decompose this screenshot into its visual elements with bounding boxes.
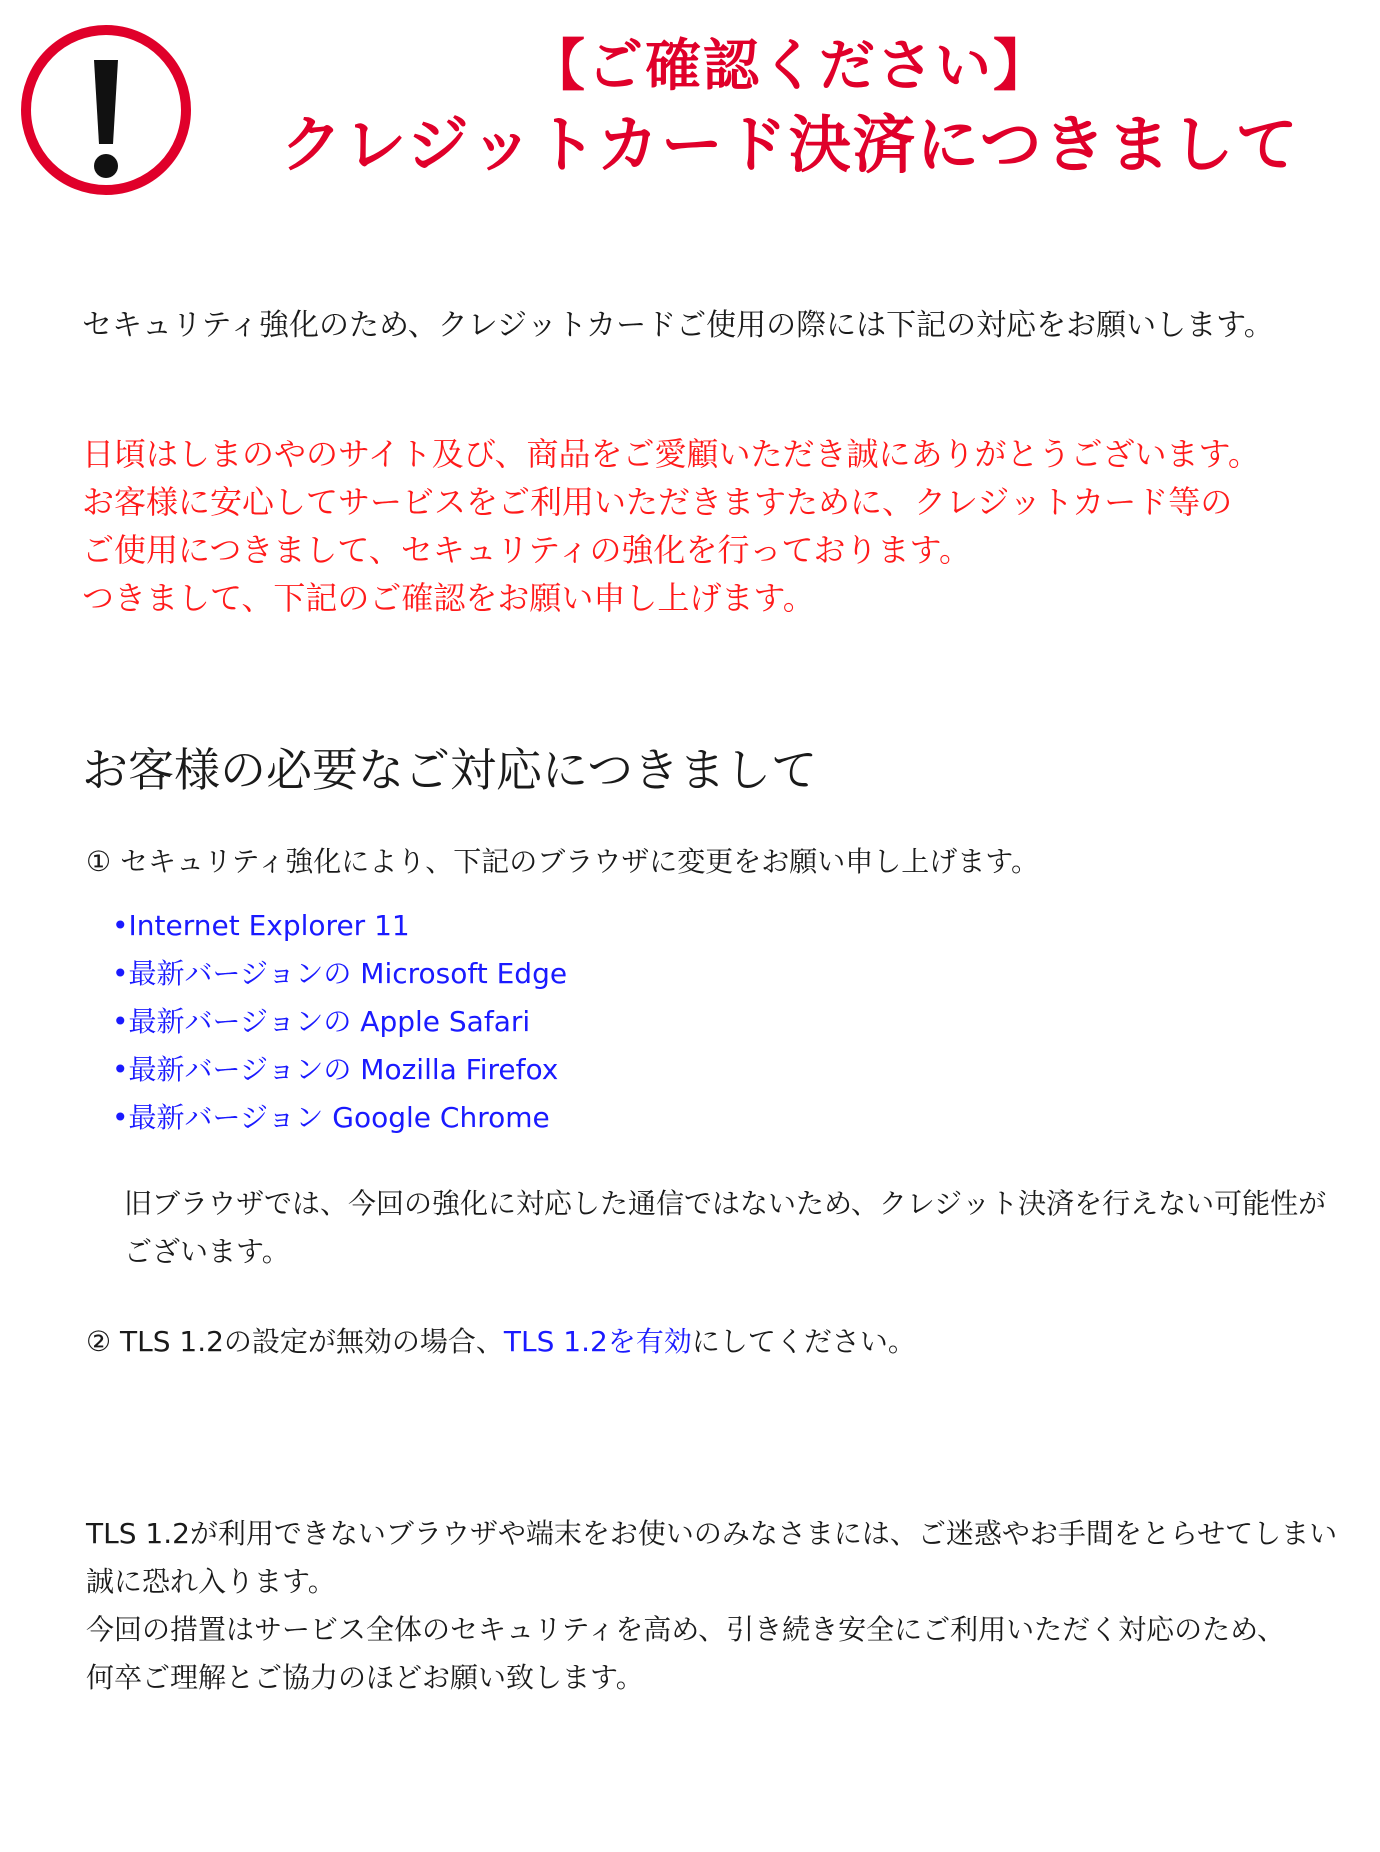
- notice-line: お客様に安心してサービスをご利用いただきますために、クレジットカード等の: [82, 483, 1233, 521]
- browser-link-mozilla-firefox[interactable]: •最新バージョンの Mozilla Firefox: [112, 1053, 559, 1086]
- browser-link-google-chrome[interactable]: •最新バージョン Google Chrome: [112, 1101, 550, 1134]
- step-1-text: ① セキュリティ強化により、下記のブラウザに変更をお願い申し上げます。: [86, 845, 1039, 878]
- step-2-text: [86, 1322, 1346, 1362]
- notice-line: ご使用につきまして、セキュリティの強化を行っております。: [82, 531, 971, 569]
- closing-line: TLS 1.2が利用できないブラウザや端末をお使いのみなさまには、ご迷惑やお手間をとらせてしまい: [86, 1517, 1338, 1550]
- intro-text: セキュリティ強化のため、クレジットカードご使用の際には下記の対応をお願いします。: [82, 308, 1274, 343]
- closing-line: 今回の措置はサービス全体のセキュリティを高め、引き続き安全にご利用いただく対応のため、: [86, 1613, 1285, 1646]
- step-2-prefix: ② TLS 1.2の設定が無効の場合、: [86, 1325, 504, 1358]
- browser-link-microsoft-edge[interactable]: •最新バージョンの Microsoft Edge: [112, 957, 568, 990]
- step-2-suffix: にしてください。: [691, 1325, 916, 1358]
- closing-line: 何卒ご理解とご協力のほどお願い致します。: [86, 1661, 644, 1694]
- closing-message: [86, 1510, 1356, 1702]
- browser-link-apple-safari[interactable]: •最新バージョンの Apple Safari: [112, 1005, 531, 1038]
- page-title: [240, 30, 1340, 186]
- browser-list: [112, 902, 912, 1142]
- notice-line: つきまして、下記のご確認をお願い申し上げます。: [82, 579, 815, 617]
- old-browser-note-line: 旧ブラウザでは、今回の強化に対応した通信ではないため、クレジット決済を行えない可能性が: [124, 1187, 1327, 1220]
- exclamation-warning-icon: [18, 22, 194, 198]
- old-browser-note: [124, 1180, 1344, 1276]
- closing-line: 誠に恐れ入ります。: [86, 1565, 336, 1598]
- page-title-line-1: 【ご確認ください】: [529, 34, 1051, 99]
- page-title-line-2: クレジットカード決済につきまして: [280, 108, 1300, 181]
- section-title: お客様の必要なご対応につきまして: [82, 743, 818, 797]
- tls-enable-link[interactable]: TLS 1.2を有効: [503, 1325, 692, 1358]
- browser-link-internet-explorer[interactable]: •Internet Explorer 11: [112, 909, 410, 942]
- page-header: [0, 0, 1380, 230]
- notice-block: [82, 430, 1342, 622]
- notice-line: 日頃はしまのやのサイト及び、商品をご愛顧いただき誠にありがとうございます。: [82, 435, 1260, 473]
- old-browser-note-line: ございます。: [124, 1235, 290, 1268]
